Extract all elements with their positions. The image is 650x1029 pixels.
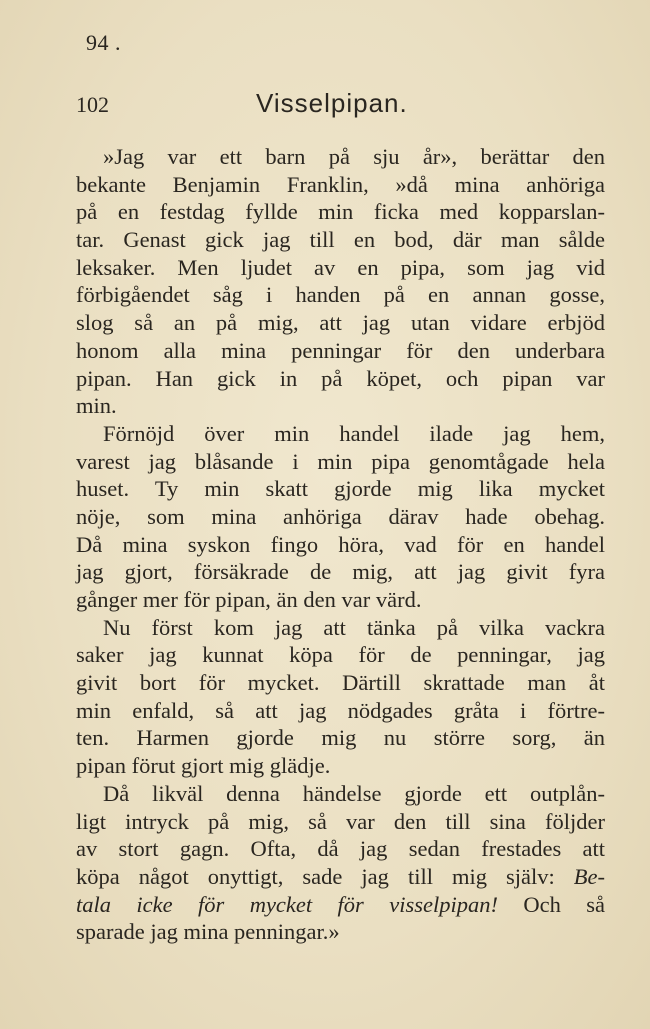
text-line: givit bort för mycket. Därtill skrattade man åt — [76, 670, 605, 696]
text-line: förbigåendet såg i handen på en annan gosse, — [76, 282, 605, 308]
page-header — [76, 88, 606, 124]
italic-text: Be- — [573, 863, 606, 889]
text-line: ligt intryck på mig, så var den till sina följder — [76, 808, 605, 834]
text-line: Då mina syskon fingo höra, vad för en handel — [76, 531, 605, 557]
page-number: 102 — [76, 92, 109, 117]
text-line: saker jag kunnat köpa för de penningar, jag — [76, 642, 605, 668]
italic-text: tala icke för mycket för visselpipan! — [76, 891, 498, 917]
text-line: min. — [76, 393, 117, 419]
text-line: leksaker. Men ljudet av en pipa, som jag vid — [76, 254, 605, 280]
text-line: varest jag blåsande i min pipa genomtågade hela — [76, 448, 605, 474]
text-line: »Jag var ett barn på sju år», berättar den — [103, 144, 605, 169]
text-segment: Och så — [523, 891, 606, 917]
text-segment: köpa något onyttigt, sade jag till mig själv: — [76, 863, 555, 889]
running-title: Visselpipan. — [256, 88, 408, 118]
top-page-number: 94 . — [86, 30, 121, 55]
body-text — [76, 143, 605, 946]
text-line: huset. Ty min skatt gjorde mig lika mycket — [76, 476, 605, 502]
text-line — [76, 891, 605, 919]
text-line: tar. Genast gick jag till en bod, där man sålde — [76, 227, 605, 253]
text-line: gånger mer för pipan, än den var värd. — [76, 587, 422, 612]
text-line: Då likväl denna händelse gjorde ett outplån- — [103, 780, 605, 806]
text-line: sparade jag mina penningar.» — [76, 919, 340, 945]
text-line: jag gjort, försäkrade de mig, att jag givit fyra — [76, 559, 605, 585]
text-line: nöje, som mina anhöriga därav hade obehag. — [76, 503, 605, 529]
text-line: pipan förut gjort mig glädje. — [76, 753, 331, 779]
text-line: Nu först kom jag att tänka på vilka vackra — [103, 614, 605, 640]
text-line: bekante Benjamin Franklin, »då mina anhöriga — [76, 171, 605, 197]
text-line — [76, 863, 605, 891]
text-line: på en festdag fyllde min ficka med kopparslan- — [76, 199, 605, 225]
text-line: slog så an på mig, att jag utan vidare erbjöd — [76, 310, 605, 336]
text-line: ten. Harmen gjorde mig nu större sorg, än — [76, 725, 605, 751]
text-line: pipan. Han gick in på köpet, och pipan var — [76, 365, 605, 391]
text-line: honom alla mina penningar för den underbara — [76, 337, 605, 363]
text-line: av stort gagn. Ofta, då jag sedan frestades att — [76, 836, 605, 862]
text-line: min enfald, så att jag nödgades gråta i förtre- — [76, 697, 605, 723]
text-line: Förnöjd över min handel ilade jag hem, — [103, 420, 605, 446]
